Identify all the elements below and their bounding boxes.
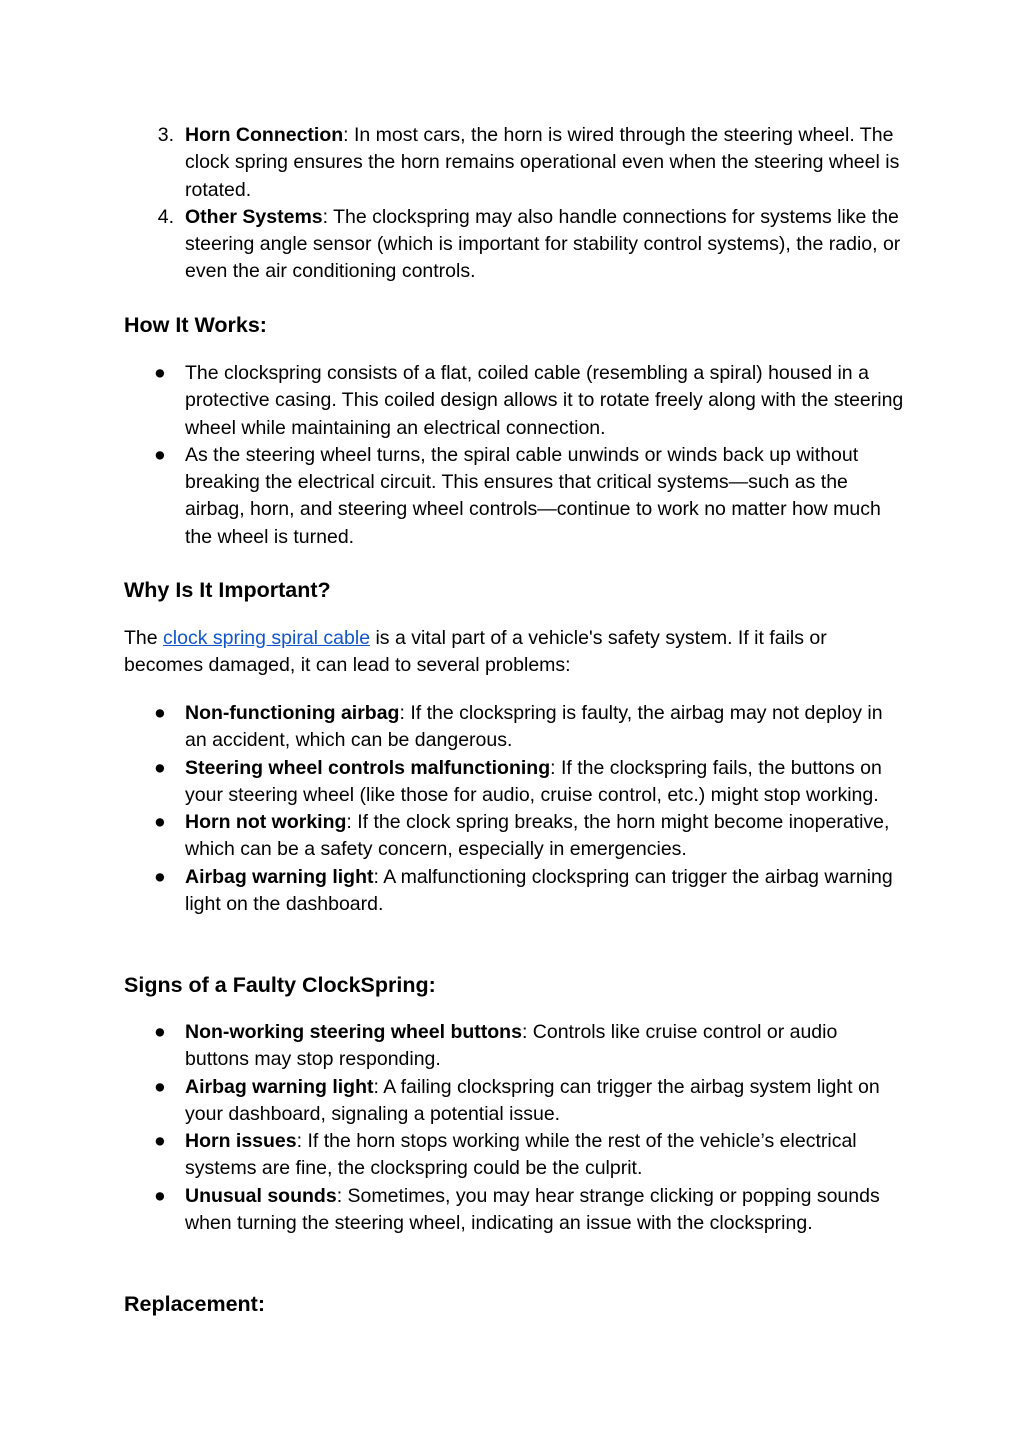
- list-item-term: Unusual sounds: [185, 1184, 337, 1207]
- list-item-term: Airbag warning light: [185, 1075, 374, 1098]
- list-item: [124, 204, 904, 286]
- list-item-term: Steering wheel controls malfunctioning: [185, 756, 551, 779]
- list-item-text: : The clockspring may also handle connections for systems like the steering angle sensor (which is important for stability control systems), the radio, or even the air conditioning controls.: [185, 205, 901, 283]
- list-item-term: Non-functioning airbag: [185, 702, 400, 724]
- list-item-term: Non-working steering wheel buttons: [185, 1021, 522, 1043]
- list-item-text: : Controls like cruise control or audio buttons may stop responding.: [185, 1021, 838, 1071]
- numbered-list: [124, 122, 904, 286]
- bullet-icon: ●: [154, 1130, 166, 1153]
- bullet-icon: ●: [154, 362, 166, 384]
- list-item-text: : If the clock spring breaks, the horn might become inoperative, which can be a safety concern, especially in emergencies.: [185, 811, 890, 861]
- signs-heading: Signs of a Faulty ClockSpring:: [124, 973, 436, 997]
- list-item: [124, 442, 904, 551]
- list-item: [124, 755, 904, 810]
- list-item-text: As the steering wheel turns, the spiral cable unwinds or winds back up without breaking the electrical circuit. This ensures that critical systems—such as the airbag, horn, and steering wheel controls—continue to work no matter how much the wheel is turned.: [185, 443, 881, 548]
- bullet-icon: ●: [154, 1184, 166, 1207]
- problems-list: [124, 700, 904, 918]
- list-item: [124, 1019, 904, 1074]
- clock-spring-link[interactable]: clock spring spiral cable: [163, 627, 371, 649]
- list-item: [124, 360, 904, 442]
- list-item: [124, 122, 904, 204]
- list-item: [124, 1183, 904, 1238]
- list-item-term: Horn issues: [185, 1130, 297, 1153]
- list-item-text: : If the horn stops working while the rest of the vehicle’s electrical systems are fine, the clockspring could be the culprit.: [185, 1130, 857, 1180]
- why-important-heading: Why Is It Important?: [124, 578, 331, 602]
- bullet-icon: ●: [154, 1075, 166, 1098]
- signs-list: [124, 1019, 904, 1237]
- list-item-term: Horn not working: [185, 811, 347, 834]
- bullet-icon: ●: [154, 702, 166, 724]
- list-item: [124, 700, 904, 755]
- list-number: 3.: [157, 124, 174, 146]
- list-item: [124, 1128, 904, 1183]
- list-item-text: : In most cars, the horn is wired through the steering wheel. The clock spring ensures the horn remains operational even when the steering wheel is rotated.: [185, 124, 900, 201]
- list-item-text: : A malfunctioning clockspring can trigger the airbag warning light on the dashboard.: [185, 865, 893, 916]
- how-it-works-list: [124, 360, 904, 551]
- list-item-text: : A failing clockspring can trigger the airbag system light on your dashboard, signaling a potential issue.: [185, 1075, 880, 1125]
- list-item: [124, 1074, 904, 1129]
- intro-text-before: The: [124, 627, 164, 649]
- list-item-text: : If the clockspring fails, the buttons on your steering wheel (like those for audio, cruise control, etc.) might stop working.: [185, 756, 882, 806]
- list-item-text: : Sometimes, you may hear strange clicking or popping sounds when turning the steering wheel, indicating an issue with the clockspring.: [185, 1184, 880, 1235]
- bullet-icon: ●: [154, 443, 166, 466]
- list-item-text: : If the clockspring is faulty, the airbag may not deploy in an accident, which can be dangerous.: [185, 702, 883, 752]
- list-number: 4.: [157, 205, 174, 228]
- intro-text-after: is a vital part of a vehicle's safety system. If it fails or becomes damaged, it can lead to several problems:: [124, 627, 827, 677]
- list-item: [124, 809, 904, 864]
- bullet-icon: ●: [154, 811, 166, 834]
- list-item-term: Horn Connection: [185, 124, 344, 146]
- bullet-icon: ●: [154, 1021, 166, 1043]
- list-item-text: The clockspring consists of a flat, coiled cable (resembling a spiral) housed in a protective casing. This coiled design allows it to rotate freely along with the steering wheel while maintaining an electrical connection.: [185, 362, 904, 439]
- list-item-term: Other Systems: [185, 205, 323, 228]
- list-item-term: Airbag warning light: [185, 865, 374, 888]
- how-it-works-heading: How It Works:: [124, 313, 267, 337]
- replacement-heading: Replacement:: [124, 1292, 265, 1316]
- bullet-icon: ●: [154, 865, 166, 888]
- bullet-icon: ●: [154, 756, 166, 779]
- why-important-intro: [124, 625, 904, 680]
- list-item: [124, 864, 904, 919]
